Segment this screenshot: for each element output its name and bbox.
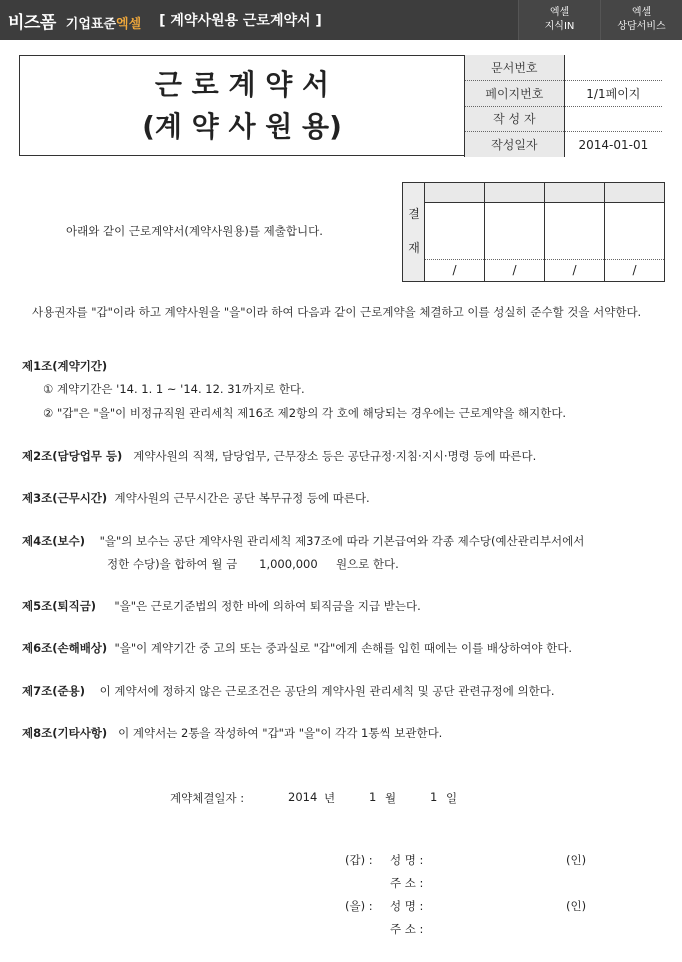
article-text: 정한 수당)을 합하여 월 금	[107, 557, 238, 571]
logo[interactable]	[8, 8, 141, 33]
logo-sub-prefix: 기업표준	[65, 16, 117, 32]
article-2	[22, 448, 536, 464]
approval-side-bottom: 재	[408, 241, 420, 255]
article-title: 제3조(근무시간)	[22, 491, 108, 505]
article-1-item-1: ① 계약기간은 '14. 1. 1 ~ '14. 12. 31까지로 한다.	[43, 382, 305, 396]
meta-value[interactable]: 2014-01-01	[564, 132, 662, 158]
top-bar	[0, 0, 682, 40]
meta-table	[464, 55, 662, 157]
article-title: 제4조(보수)	[22, 534, 85, 548]
approval-sign-area	[605, 203, 664, 260]
approval-column[interactable]	[425, 183, 485, 281]
approval-header	[545, 183, 604, 203]
contract-year[interactable]: 2014	[288, 790, 318, 804]
party-eul-seal: (인)	[566, 899, 587, 913]
approval-column[interactable]	[485, 183, 545, 281]
main-title	[20, 56, 464, 155]
article-8	[22, 725, 442, 741]
excel-consult-button[interactable]	[600, 0, 682, 40]
meta-row	[465, 81, 663, 107]
approval-sign-area	[545, 203, 604, 260]
article-7	[22, 683, 554, 699]
article-text: 원으로 한다.	[335, 557, 399, 571]
meta-row	[465, 132, 663, 158]
party-gap-label: (갑) :	[345, 853, 373, 867]
party-gap-address-label: 주 소 :	[390, 876, 424, 890]
btn1-line2: 지식IN	[544, 21, 575, 32]
meta-row	[465, 106, 663, 132]
header-box	[19, 55, 661, 156]
article-text: 계약사원의 근무시간은 공단 복무규정 등에 따른다.	[114, 491, 370, 505]
meta-label: 작 성 자	[465, 106, 565, 132]
contract-month[interactable]: 1	[369, 790, 377, 804]
title-line1: 근 로 계 약 서	[154, 68, 330, 101]
oath-paragraph: 사용권자를 "갑"이라 하고 계약사원을 "을"이라 하여 다음과 같이 근로계약을 체결하고 이를 성실히 준수할 것을 서약한다.	[32, 305, 642, 319]
approval-side-top: 결	[408, 207, 420, 221]
approval-header	[485, 183, 544, 203]
article-text: "을"이 계약기간 중 고의 또는 중과실로 "갑"에게 손해를 입힌 때에는 이를 배상하여야 한다.	[114, 641, 572, 655]
approval-sign-area	[485, 203, 544, 260]
contract-year-unit: 년	[324, 791, 336, 805]
article-3	[22, 490, 370, 506]
article-title: 제8조(기타사항)	[22, 726, 108, 740]
approval-header	[605, 183, 664, 203]
contract-month-unit: 월	[385, 791, 397, 805]
article-title: 제5조(퇴직금)	[22, 599, 97, 613]
article-5	[22, 598, 421, 614]
approval-date: /	[512, 263, 517, 277]
meta-value[interactable]	[564, 55, 662, 81]
article-1-item-2: ② "갑"은 "을"이 비정규직원 관리세칙 제16조 제2항의 각 호에 해당되는 경우에는 근로계약을 해지한다.	[43, 406, 567, 420]
article-title: 제2조(담당업무 등)	[22, 449, 123, 463]
approval-side-label	[403, 183, 425, 281]
party-eul-label: (을) :	[345, 899, 373, 913]
meta-label: 작성일자	[465, 132, 565, 158]
contract-day-unit: 일	[446, 791, 458, 805]
btn2-line1: 엑셀	[631, 7, 652, 18]
approval-column[interactable]	[545, 183, 605, 281]
party-gap-name-label: 성 명 :	[390, 853, 424, 867]
article-4-line2	[107, 556, 399, 572]
article-text: "을"은 근로기준법의 정한 바에 의하여 퇴직금을 지급 받는다.	[114, 599, 421, 613]
party-eul-address-label: 주 소 :	[390, 922, 424, 936]
article-text: 계약사원의 직책, 담당업무, 근무장소 등은 공단규정·지침·지시·명령 등에 따른다.	[133, 449, 537, 463]
document-title: [ 계약사원용 근로계약서 ]	[159, 13, 322, 29]
title-line2: (계 약 사 원 용)	[142, 110, 342, 143]
article-1-title	[22, 358, 107, 374]
meta-row	[465, 55, 663, 81]
btn1-line1: 엑셀	[549, 7, 570, 18]
logo-sub-accent: 엑셀	[116, 16, 142, 32]
article-text: "을"의 보수는 공단 계약사원 관리세칙 제37조에 따라 기본급여와 각종 제수당(예산관리부서에서	[99, 534, 585, 548]
article-text: 이 계약서에 정하지 않은 근로조건은 공단의 계약사원 관리세칙 및 공단 관련규정에 의한다.	[99, 684, 555, 698]
party-gap-seal: (인)	[566, 853, 587, 867]
logo-main: 비즈폼	[8, 12, 56, 33]
meta-value[interactable]: 1/1페이지	[564, 81, 662, 107]
meta-label: 문서번호	[465, 55, 565, 81]
meta-label: 페이지번호	[465, 81, 565, 107]
logo-sub	[66, 13, 141, 32]
article-title: 제7조(준용)	[22, 684, 85, 698]
approval-date: /	[452, 263, 457, 277]
btn2-line2: 상담서비스	[617, 21, 666, 32]
contract-date-label: 계약체결일자 :	[170, 791, 245, 805]
excel-knowledge-in-button[interactable]	[518, 0, 600, 40]
intro-text: 아래와 같이 근로계약서(계약사원용)를 제출합니다.	[66, 224, 323, 238]
article-4	[22, 533, 584, 549]
article-title: 제6조(손해배상)	[22, 641, 108, 655]
meta-value[interactable]	[564, 106, 662, 132]
approval-sign-area	[425, 203, 484, 260]
salary-amount[interactable]: 1,000,000	[259, 557, 318, 571]
approval-column[interactable]	[605, 183, 664, 281]
article-text: 이 계약서는 2통을 작성하여 "갑"과 "을"이 각각 1통씩 보관한다.	[118, 726, 443, 740]
approval-box	[402, 182, 665, 282]
article-6	[22, 640, 572, 656]
approval-date: /	[572, 263, 577, 277]
approval-header	[425, 183, 484, 203]
approval-date: /	[632, 263, 637, 277]
party-eul-name-label: 성 명 :	[390, 899, 424, 913]
article-title: 제1조(계약기간)	[22, 359, 108, 373]
contract-day[interactable]: 1	[430, 790, 438, 804]
